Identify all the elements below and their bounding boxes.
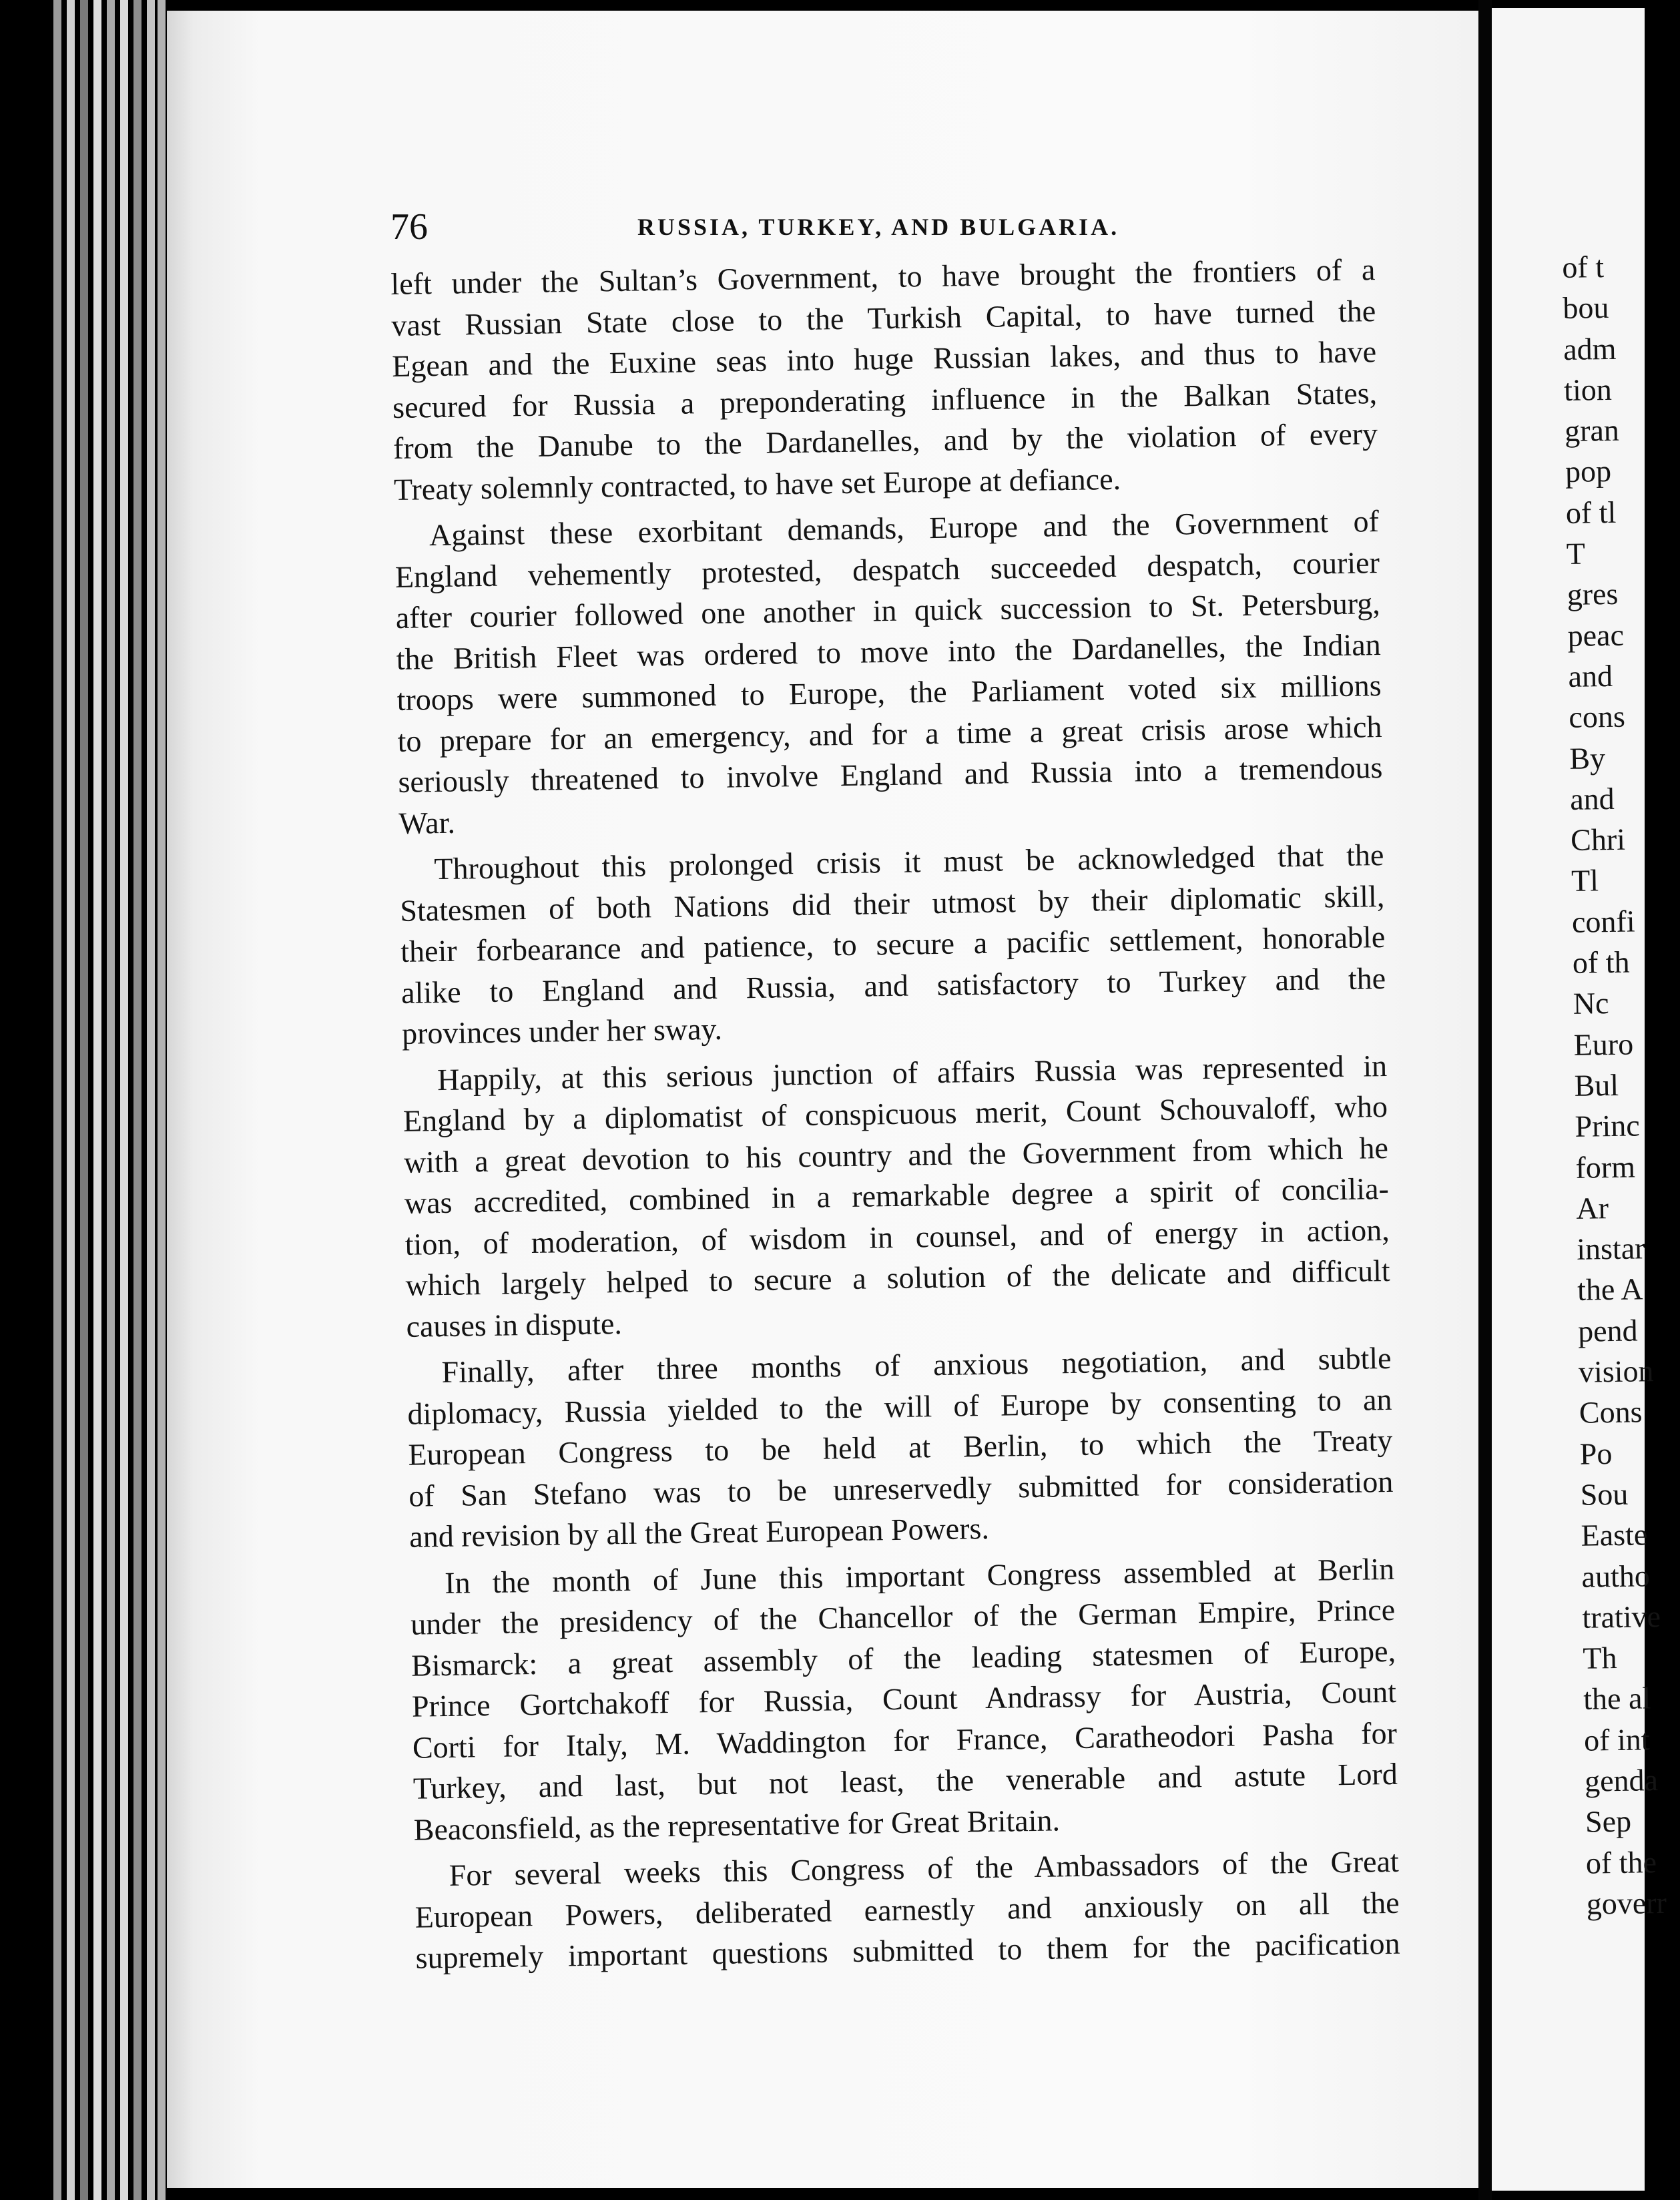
facing-text-line: Nc — [1573, 986, 1609, 1021]
facing-text-line: Th — [1582, 1641, 1617, 1675]
page-edge — [133, 0, 142, 2200]
page-edge — [80, 0, 88, 2200]
text-line: of San Stefano was to be unreservedly submitted for consideration — [408, 1464, 1394, 1513]
facing-text-line: pend — [1577, 1313, 1638, 1348]
text-line: Happily, at this serious junction of affairs Russia was represented in — [437, 1048, 1388, 1097]
facing-text-line: adm — [1563, 331, 1617, 366]
text-line: from the Danube to the Dardanelles, and by the violation of every — [392, 417, 1378, 465]
text-line: England by a diplomatist of conspicuous merit, Count Schouvaloff, who — [402, 1089, 1388, 1138]
facing-text-line: and — [1569, 781, 1615, 816]
page-edge — [53, 0, 61, 2200]
page-header — [390, 200, 1378, 254]
text-line: with a great devotion to his country and the Government from which he — [403, 1130, 1389, 1179]
text-line: Beaconsfield, as the representative for Great Britain. — [413, 1802, 1061, 1847]
paragraph — [399, 834, 1386, 1054]
facing-text-line: cons — [1569, 699, 1626, 735]
facing-text-line: peac — [1567, 617, 1625, 653]
facing-text-line: trative — [1582, 1599, 1661, 1635]
page-edge — [158, 0, 166, 2200]
text-line: their forbearance and patience, to secure a pacific settlement, honorable — [400, 920, 1386, 969]
page-edge — [93, 0, 101, 2200]
facing-text-line: Princ — [1575, 1108, 1641, 1144]
facing-text-line: Sep — [1585, 1804, 1632, 1840]
text-line: Corti for Italy, M. Waddington for France, Caratheodori Pasha for — [412, 1715, 1398, 1765]
facing-text-line: gres — [1567, 577, 1619, 612]
facing-text-line: genda — [1584, 1763, 1659, 1798]
text-line: under the presidency of the Chancellor of the German Empire, Prince — [410, 1592, 1396, 1641]
paragraph — [410, 1548, 1398, 1850]
facing-text-line: of th — [1572, 944, 1630, 980]
facing-text-line: and — [1568, 658, 1613, 694]
text-line: tion, of moderation, of wisdom in counsel, and of energy in action, — [404, 1212, 1390, 1262]
text-line: secured for Russia a preponderating influence in the Balkan States, — [392, 375, 1378, 425]
text-line: alike to England and Russia, and satisfactory to Turkey and the — [400, 960, 1386, 1010]
facing-text-line: Chri — [1570, 822, 1626, 858]
text-line: vast Russian State close to the Turkish Capital, to have turned the — [390, 293, 1376, 342]
facing-text-line: the al — [1583, 1681, 1651, 1717]
text-line: which largely helped to secure a solution of the delicate and difficult — [405, 1253, 1390, 1302]
book-gutter — [1478, 0, 1492, 2200]
facing-text-line: Po — [1579, 1436, 1613, 1471]
facing-text-line: of int — [1583, 1721, 1650, 1757]
page-edge — [67, 0, 75, 2200]
facing-text-line: Euro — [1573, 1027, 1634, 1062]
paragraph — [394, 501, 1384, 844]
text-line: left under the Sultan’s Government, to have brought the frontiers of a — [390, 252, 1376, 301]
facing-text-line: Tl — [1571, 863, 1599, 898]
page-number: 76 — [390, 206, 428, 248]
text-line: For several weeks this Congress of the Ambassadors of the Great — [449, 1844, 1400, 1892]
text-line: Statesmen of both Nations did their utmost by their diplomatic skill, — [399, 878, 1385, 928]
text-line: Prince Gortchakoff for Russia, Count Andrassy for Austria, Count — [411, 1674, 1397, 1723]
facing-text-line: vision — [1578, 1354, 1654, 1389]
facing-text-line: bou — [1562, 290, 1609, 326]
page-edge — [147, 0, 155, 2200]
facing-text-line: of tl — [1565, 495, 1617, 530]
text-line: Turkey, and last, but not least, the venerable and astute Lord — [412, 1756, 1398, 1806]
facing-text-line: of t — [1562, 250, 1605, 284]
facing-text-line: goverr — [1586, 1885, 1667, 1921]
facing-text-line: form — [1575, 1149, 1636, 1185]
text-line: the British Fleet was ordered to move into the Dardanelles, the Indian — [396, 627, 1381, 676]
facing-text-line: T — [1566, 536, 1586, 571]
facing-text-line: By — [1569, 740, 1606, 776]
text-line: Finally, after three months of anxious negotiation, and subtle — [441, 1340, 1392, 1390]
facing-text-line: of the — [1585, 1844, 1657, 1880]
paragraph — [414, 1841, 1400, 1978]
text-line: supremely important questions submitted to them for the pacification — [415, 1926, 1400, 1975]
facing-text-line: pop — [1565, 454, 1612, 489]
paragraph — [402, 1045, 1391, 1346]
text-line: England vehemently protested, despatch succeeded despatch, courier — [394, 545, 1380, 594]
text-line: Treaty solemnly contracted, to have set Europe at defiance. — [393, 461, 1121, 507]
facing-text-line: Bul — [1574, 1067, 1619, 1103]
text-line: Throughout this prolonged crisis it must be acknowledged that the — [434, 838, 1384, 886]
text-line: Against these exorbitant demands, Europe and the Government of — [429, 504, 1380, 553]
text-line: after courier followed one another in quick succession to St. Petersburg, — [395, 586, 1381, 635]
facing-text-line: Sou — [1580, 1476, 1629, 1512]
text-line: troops were summoned to Europe, the Parliament voted six millions — [396, 668, 1382, 717]
text-line: diplomacy, Russia yielded to the will of Europe by consenting to an — [407, 1382, 1392, 1431]
facing-text-line: Cons — [1579, 1394, 1643, 1430]
paragraph — [406, 1338, 1394, 1557]
text-line: to prepare for an emergency, and for a time a great crisis arose which — [397, 709, 1382, 758]
facing-text-line: Easte — [1581, 1517, 1648, 1553]
facing-text-line: Ar — [1575, 1190, 1609, 1225]
facing-text-line: instar — [1576, 1231, 1645, 1266]
text-line: European Congress to be held at Berlin, to which the Treaty — [408, 1422, 1393, 1472]
text-line: seriously threatened to involve England and Russia into a tremendous — [398, 750, 1383, 799]
text-line: causes in dispute. — [406, 1306, 623, 1344]
text-line: Egean and the Euxine seas into huge Russian lakes, and thus to have — [391, 334, 1377, 383]
page-edge — [107, 0, 115, 2200]
text-line: European Powers, deliberated earnestly and anxiously on all the — [414, 1885, 1400, 1934]
text-line: and revision by all the Great European Powers. — [408, 1510, 990, 1554]
text-line: Bismarck: a great assembly of the leading statesmen of Europe, — [410, 1633, 1396, 1683]
body-text — [390, 249, 1400, 1984]
text-line: provinces under her sway. — [401, 1011, 723, 1051]
facing-text-line: gran — [1564, 412, 1620, 449]
text-line: War. — [398, 805, 456, 840]
page-edge — [120, 0, 128, 2200]
facing-text-line: the A — [1577, 1272, 1643, 1308]
running-head: RUSSIA, TURKEY, AND BULGARIA. — [637, 214, 1120, 240]
facing-text-line: confi — [1571, 904, 1635, 939]
facing-text-line: autho — [1581, 1558, 1651, 1594]
paragraph — [390, 249, 1378, 510]
facing-text-line: tion — [1563, 372, 1613, 407]
text-line: was accredited, combined in a remarkable degree a spirit of concilia- — [404, 1171, 1390, 1220]
text-line: In the month of June this important Congress assembled at Berlin — [444, 1551, 1395, 1600]
